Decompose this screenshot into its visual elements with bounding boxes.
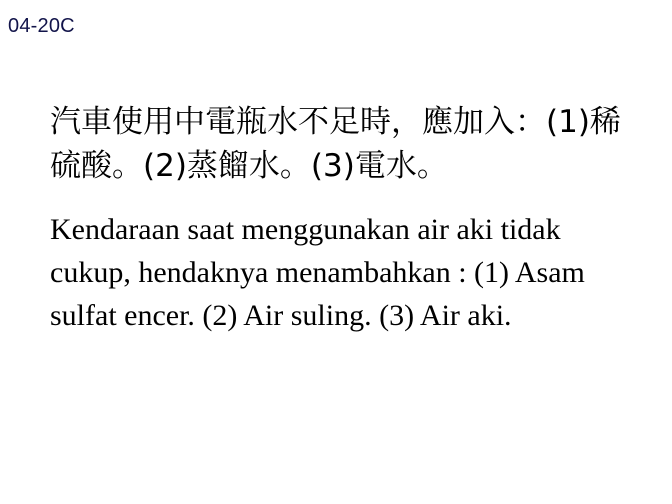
slide-id-label: 04-20C — [8, 15, 75, 37]
question-text-indonesian: Kendaraan saat menggunakan air aki tidak cukup, hendaknya menambahkan : (1) Asam sulfat encer. (2) Air suling. (3) Air aki. — [50, 213, 585, 332]
question-text-chinese: 汽車使用中電瓶水不足時，應加入：(1)稀硫酸。(2)蒸餾水。(3)電水。 — [50, 104, 621, 184]
slide-content — [50, 100, 650, 337]
